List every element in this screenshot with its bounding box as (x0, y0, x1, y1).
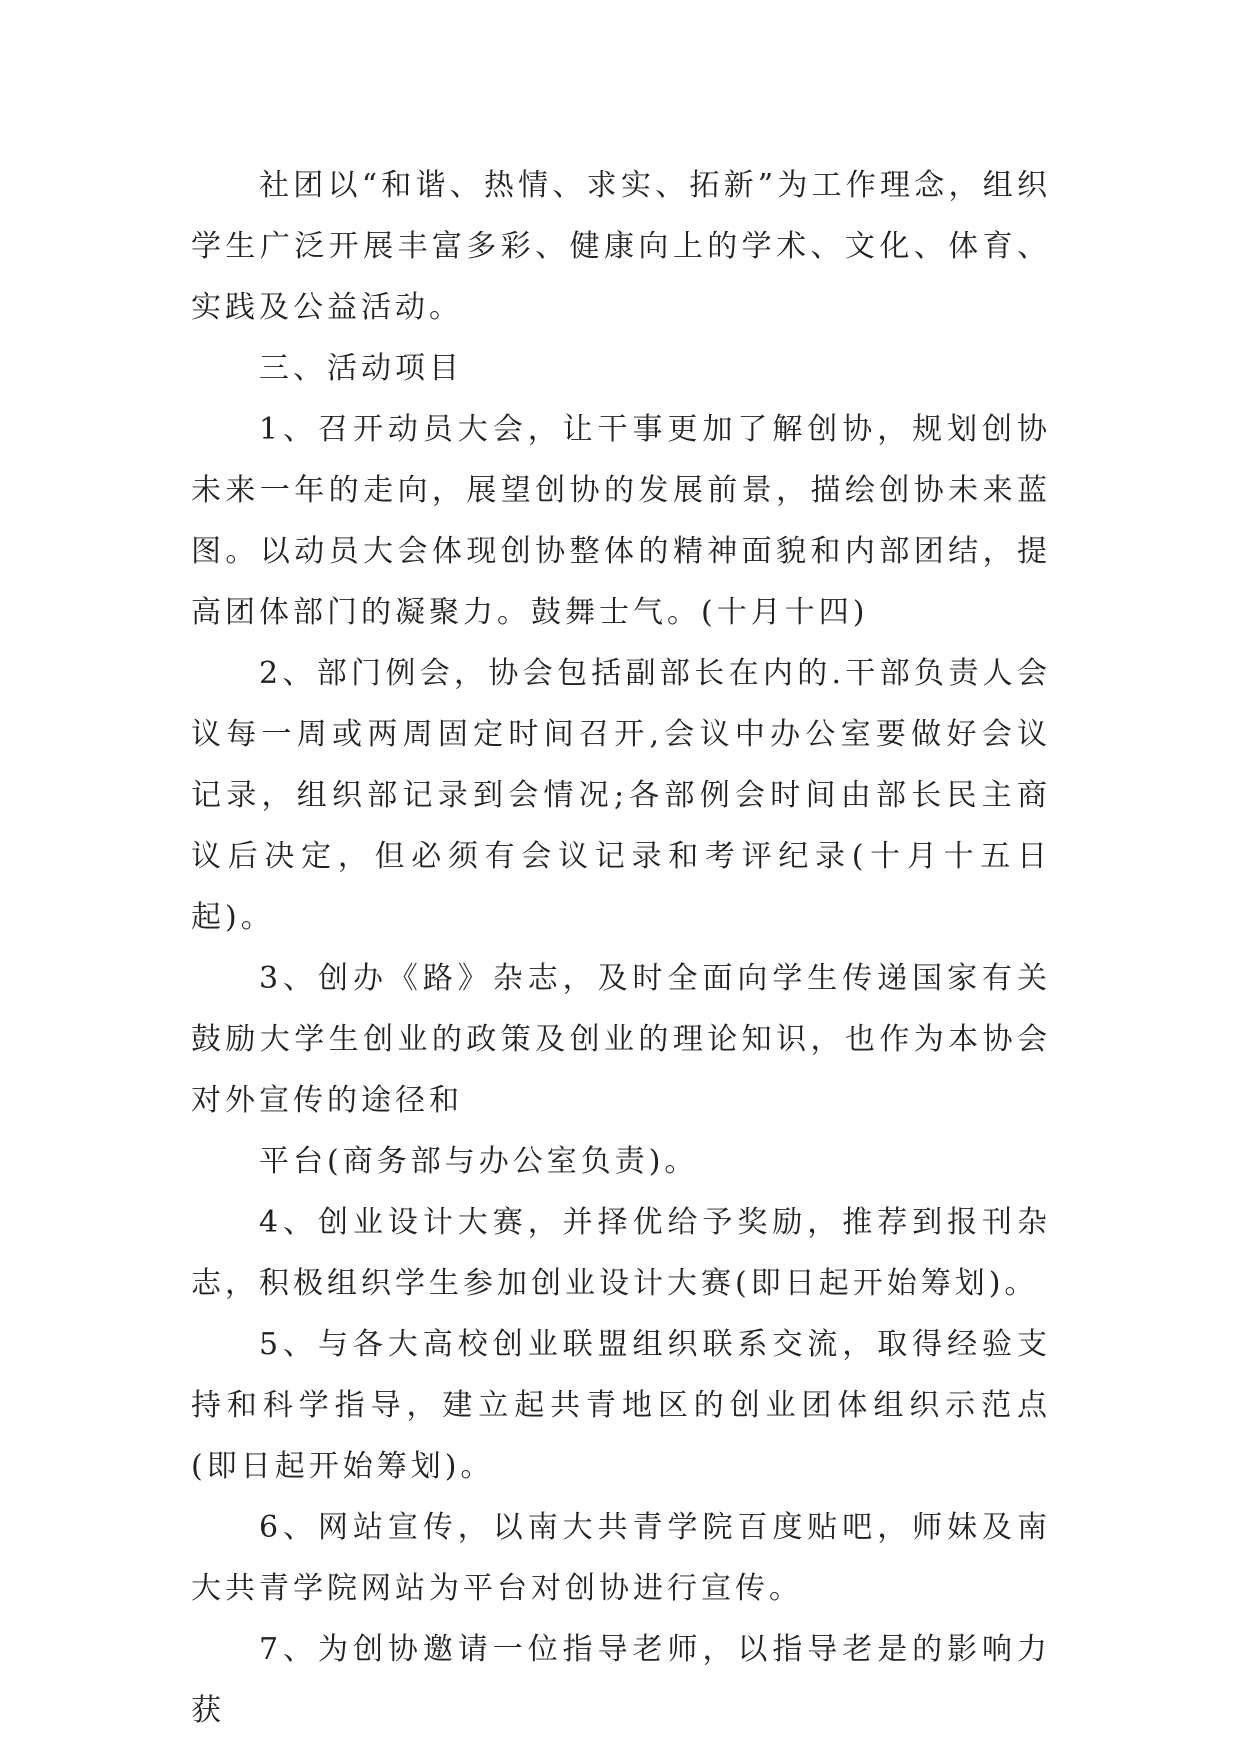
paragraph-item-6: 6、网站宣传，以南大共青学院百度贴吧，师妹及南大共青学院网站为平台对创协进行宣传。 (191, 1510, 1051, 1606)
paragraph-item-3-continued: 平台(商务部与办公室负责)。 (259, 1144, 699, 1179)
paragraph-item-2: 2、部门例会，协会包括副部长在内的.干部负责人会议每一周或两周固定时间召开,会议中办公室要做好会议记录，组织部记录到会情况;各部例会时间由部长民主商议后决定，但必须有会议记录和考评纪录(十月十五日起)。 (191, 656, 1051, 935)
paragraph-item-7: 7、为创协邀请一位指导老师，以指导老是的影响力获 (191, 1632, 1051, 1728)
paragraph-item-4: 4、创业设计大赛，并择优给予奖励，推荐到报刊杂志，积极组织学生参加创业设计大赛(即日起开始筹划)。 (191, 1205, 1051, 1301)
section-heading-activities: 三、活动项目 (259, 351, 463, 386)
paragraph-work-philosophy: 社团以“和谐、热情、求实、拓新”为工作理念，组织学生广泛开展丰富多彩、健康向上的学术、文化、体育、实践及公益活动。 (191, 168, 1051, 325)
document-body (191, 155, 1051, 1741)
paragraph-item-5: 5、与各大高校创业联盟组织联系交流，取得经验支持和科学指导，建立起共青地区的创业团体组织示范点(即日起开始筹划)。 (191, 1327, 1051, 1484)
paragraph-item-3: 3、创办《路》杂志，及时全面向学生传递国家有关鼓励大学生创业的政策及创业的理论知识，也作为本协会对外宣传的途径和 (191, 961, 1051, 1118)
paragraph-item-1: 1、召开动员大会，让干事更加了解创协，规划创协未来一年的走向，展望创协的发展前景，描绘创协未来蓝图。以动员大会体现创协整体的精神面貌和内部团结，提高团体部门的凝聚力。鼓舞士气。(十月十四) (191, 412, 1051, 630)
